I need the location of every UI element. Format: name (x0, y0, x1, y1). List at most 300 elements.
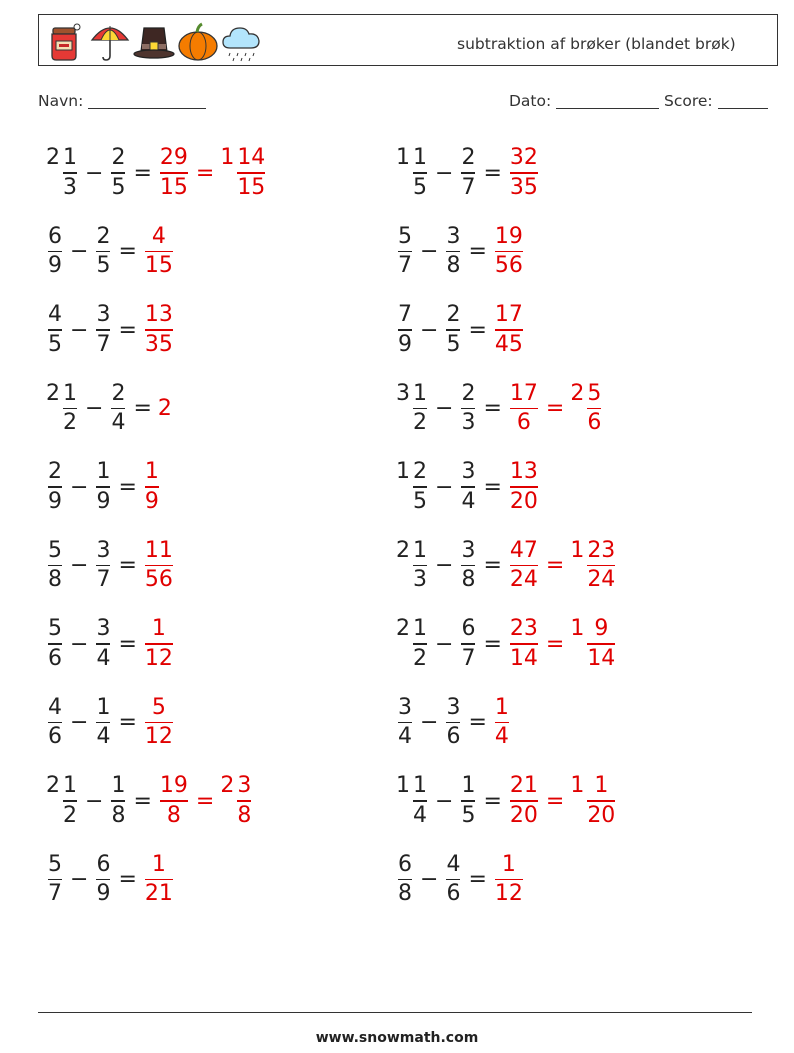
numerator: 17 (494, 302, 523, 328)
denominator: 5 (446, 331, 461, 357)
fraction (587, 381, 601, 437)
denominator: 14 (509, 645, 538, 671)
fraction-bar (413, 172, 427, 174)
denominator: 2 (63, 410, 77, 436)
fraction-bar (145, 486, 159, 488)
numerator: 11 (144, 537, 173, 563)
fraction (48, 302, 62, 358)
answer (143, 459, 161, 515)
fraction (461, 459, 475, 515)
fraction (48, 852, 62, 908)
numerator: 5 (151, 694, 166, 720)
umbrella-icon (88, 18, 132, 64)
subtrahend (94, 852, 112, 908)
numerator: 3 (96, 302, 111, 328)
fraction-bar (398, 329, 412, 331)
fraction-bar (63, 800, 77, 802)
denominator: 4 (398, 724, 412, 750)
date-field[interactable] (509, 92, 659, 110)
numerator: 47 (509, 537, 538, 563)
whole-number: 2 (46, 773, 60, 799)
subtrahend (444, 695, 462, 751)
fraction-bar (413, 800, 427, 802)
fraction (413, 616, 427, 672)
problem-item (46, 611, 175, 677)
numerator: 13 (144, 302, 173, 328)
minus-sign: − (70, 317, 89, 343)
denominator: 9 (96, 488, 111, 514)
fraction-bar (237, 800, 251, 802)
numerator: 1 (501, 851, 516, 877)
fraction-bar (237, 172, 265, 174)
name-field[interactable] (38, 92, 206, 110)
minus-sign: − (420, 867, 439, 892)
fraction (495, 302, 523, 358)
denominator: 2 (413, 645, 427, 671)
minus-sign: − (70, 553, 89, 578)
numerator: 6 (48, 223, 62, 249)
whole-number: 1 (570, 616, 585, 642)
answer (158, 145, 267, 201)
denominator: 4 (461, 488, 476, 514)
fraction (413, 145, 427, 201)
denominator: 5 (413, 174, 427, 200)
fraction-bar (111, 408, 125, 410)
subtrahend (94, 302, 112, 358)
denominator: 8 (446, 253, 461, 279)
subtrahend (459, 145, 477, 201)
answer (508, 538, 617, 594)
equals-sign: = (118, 553, 137, 578)
name-blank[interactable] (88, 92, 206, 109)
fraction-bar (160, 172, 188, 174)
subtrahend (109, 145, 127, 201)
fraction-bar (48, 329, 62, 331)
fraction-bar (145, 722, 173, 724)
fraction-bar (495, 251, 523, 253)
fraction (461, 381, 475, 437)
answer (143, 852, 175, 908)
fraction-bar (461, 800, 475, 802)
fraction (48, 538, 62, 594)
fraction (96, 459, 110, 515)
numerator: 14 (237, 145, 266, 171)
problem-item (396, 376, 603, 442)
numerator: 1 (151, 851, 166, 877)
numerator: 2 (461, 380, 476, 406)
minuend (46, 538, 64, 594)
numerator: 4 (48, 694, 62, 720)
minus-sign: − (70, 239, 89, 264)
numerator: 1 (96, 459, 111, 485)
minuend (46, 773, 79, 829)
whole-number: 1 (570, 537, 585, 563)
numerator: 5 (48, 851, 62, 877)
fraction (111, 145, 125, 201)
answer-fraction (143, 224, 175, 280)
fraction (237, 145, 265, 201)
answer-mixed (570, 538, 617, 594)
numerator: 7 (398, 302, 412, 328)
problem-item (396, 690, 511, 756)
fraction (510, 538, 538, 594)
fraction (461, 145, 475, 201)
whole-number: 2 (396, 616, 410, 642)
fraction (446, 302, 460, 358)
fraction (96, 302, 110, 358)
answer (158, 396, 173, 421)
fraction-bar (587, 408, 601, 410)
equals-sign: = (545, 553, 565, 578)
denominator: 7 (461, 174, 476, 200)
subtrahend (444, 302, 462, 358)
fraction-bar (398, 879, 412, 881)
numerator: 2 (111, 145, 126, 171)
subtrahend (94, 695, 112, 751)
subtrahend (444, 224, 462, 280)
fraction-bar (96, 722, 110, 724)
fraction-bar (446, 879, 460, 881)
denominator: 56 (494, 253, 523, 279)
equals-sign: = (545, 788, 565, 814)
denominator: 5 (413, 488, 427, 514)
fraction (510, 459, 538, 515)
denominator: 6 (516, 410, 531, 436)
denominator: 7 (96, 567, 111, 593)
subtrahend (94, 459, 112, 515)
fraction (160, 773, 188, 829)
whole-number: 2 (396, 537, 410, 563)
fraction (495, 852, 523, 908)
equals-sign: = (133, 788, 152, 814)
fraction (160, 145, 188, 201)
answer-fraction (143, 695, 175, 751)
numerator: 1 (413, 773, 427, 799)
numerator: 13 (509, 459, 538, 485)
fraction (461, 773, 475, 829)
fraction-bar (495, 879, 523, 881)
problem-item (396, 454, 540, 520)
fraction-bar (145, 565, 173, 567)
fraction (237, 773, 251, 829)
denominator: 4 (494, 724, 509, 750)
minuend (396, 852, 414, 908)
denominator: 35 (509, 174, 538, 200)
header-box (38, 14, 778, 66)
equals-sign: = (483, 631, 502, 657)
denominator: 8 (398, 881, 412, 907)
denominator: 4 (96, 645, 111, 671)
denominator: 21 (144, 881, 173, 907)
whole-number: 1 (396, 459, 410, 485)
denominator: 5 (48, 331, 62, 357)
subtrahend (459, 459, 477, 515)
minuend (396, 224, 414, 280)
answer-mixed (220, 145, 267, 201)
minuend (46, 459, 64, 515)
score-blank[interactable] (718, 92, 768, 109)
minuend (396, 616, 429, 672)
answer (493, 852, 525, 908)
header-icons (44, 18, 264, 64)
denominator: 7 (461, 645, 476, 671)
denominator: 7 (96, 331, 111, 357)
fraction-bar (48, 251, 62, 253)
fraction-bar (111, 172, 125, 174)
answer (143, 224, 175, 280)
equals-sign: = (468, 317, 487, 343)
answer-fraction (158, 396, 173, 421)
numerator: 3 (398, 694, 412, 720)
equals-sign: = (483, 553, 502, 578)
subtrahend (94, 616, 112, 672)
numerator: 3 (461, 537, 476, 563)
minus-sign: − (70, 631, 89, 657)
numerator: 6 (96, 851, 111, 877)
answer-fraction (508, 459, 540, 515)
fraction-bar (587, 565, 615, 567)
fraction-bar (160, 800, 188, 802)
denominator: 5 (111, 174, 126, 200)
denominator: 2 (63, 802, 77, 828)
numerator: 29 (159, 145, 188, 171)
fraction (145, 224, 173, 280)
denominator: 45 (494, 331, 523, 357)
numerator: 2 (446, 302, 461, 328)
fraction-bar (96, 486, 110, 488)
fraction-bar (495, 722, 509, 724)
fraction (587, 616, 615, 672)
minus-sign: − (420, 239, 439, 264)
fraction (111, 773, 125, 829)
whole-number: 2 (46, 380, 60, 406)
fraction-bar (63, 408, 77, 410)
numerator: 2 (413, 459, 427, 485)
numerator: 5 (587, 380, 602, 406)
numerator: 1 (413, 145, 427, 171)
fraction-bar (510, 486, 538, 488)
equals-sign: = (483, 474, 502, 500)
whole-number: 2 (46, 145, 60, 171)
problem-item (396, 297, 525, 363)
denominator: 24 (509, 567, 538, 593)
subtrahend (459, 381, 477, 437)
whole-number: 1 (396, 145, 410, 171)
fraction (446, 224, 460, 280)
fraction-bar (145, 329, 173, 331)
equals-sign: = (483, 788, 502, 814)
minus-sign: − (420, 317, 439, 343)
minus-sign: − (435, 788, 454, 814)
fraction-bar (461, 486, 475, 488)
fraction (96, 695, 110, 751)
answer-fraction (143, 616, 175, 672)
jam-jar-icon (44, 18, 88, 64)
numerator: 1 (594, 773, 609, 799)
numerator: 1 (111, 773, 126, 799)
subtrahend (109, 773, 127, 829)
equals-sign: = (545, 396, 565, 421)
fraction (63, 381, 77, 437)
denominator: 6 (446, 724, 461, 750)
answer-mixed (220, 773, 253, 829)
numerator: 3 (237, 773, 252, 799)
numerator: 9 (594, 616, 609, 642)
numerator: 1 (96, 694, 111, 720)
denominator: 14 (587, 645, 616, 671)
fraction (510, 773, 538, 829)
minuend (46, 381, 79, 437)
numerator: 4 (151, 223, 166, 249)
fraction-bar (510, 172, 538, 174)
minuend (396, 695, 414, 751)
answer (508, 381, 603, 437)
denominator: 15 (144, 253, 173, 279)
answer (493, 695, 511, 751)
fraction (111, 381, 125, 437)
fraction-bar (96, 879, 110, 881)
answer (493, 224, 525, 280)
whole-number: 1 (396, 773, 410, 799)
denominator: 56 (144, 567, 173, 593)
denominator: 5 (461, 802, 476, 828)
answer-fraction (508, 616, 540, 672)
fraction (145, 616, 173, 672)
numerator: 1 (151, 616, 166, 642)
equals-sign: = (468, 867, 487, 892)
numerator: 3 (446, 223, 461, 249)
subtrahend (459, 773, 477, 829)
fraction (398, 695, 412, 751)
denominator: 7 (48, 881, 62, 907)
fraction (398, 852, 412, 908)
denominator: 8 (461, 567, 476, 593)
numerator: 6 (461, 616, 476, 642)
fraction-bar (48, 722, 62, 724)
minuend (46, 302, 64, 358)
answer-fraction (508, 773, 540, 829)
denominator: 4 (413, 802, 427, 828)
problem-item (46, 140, 267, 206)
numerator: 23 (587, 537, 616, 563)
worksheet-title: subtraktion af brøker (blandet brøk) (457, 35, 736, 53)
minus-sign: − (85, 396, 104, 421)
denominator: 8 (237, 802, 252, 828)
fraction (96, 852, 110, 908)
date-label: Dato: (509, 92, 552, 110)
denominator: 20 (509, 802, 538, 828)
fraction-bar (48, 879, 62, 881)
fraction-bar (398, 722, 412, 724)
fraction-bar (446, 329, 460, 331)
numerator: 5 (48, 616, 62, 642)
minus-sign: − (420, 710, 439, 735)
numerator: 1 (144, 459, 159, 485)
minus-sign: − (70, 474, 89, 500)
fraction (398, 302, 412, 358)
numerator: 4 (446, 851, 461, 877)
fraction-bar (145, 251, 173, 253)
answer-fraction (508, 145, 540, 201)
answer (143, 538, 175, 594)
score-field[interactable] (664, 92, 768, 110)
denominator: 6 (587, 410, 602, 436)
fraction-bar (510, 643, 538, 645)
problem-item (396, 140, 540, 206)
denominator: 9 (48, 253, 62, 279)
minus-sign: − (435, 396, 454, 421)
minus-sign: − (435, 631, 454, 657)
equals-sign: = (483, 396, 502, 421)
denominator: 7 (398, 253, 412, 279)
fraction (587, 773, 615, 829)
denominator: 12 (494, 881, 523, 907)
numerator: 17 (509, 380, 538, 406)
subtrahend (459, 616, 477, 672)
fraction (461, 538, 475, 594)
answer (493, 302, 525, 358)
fraction (145, 302, 173, 358)
denominator: 24 (587, 567, 616, 593)
answer (508, 616, 617, 672)
answer-fraction (143, 852, 175, 908)
minuend (46, 695, 64, 751)
denominator: 6 (446, 881, 461, 907)
equals-sign: = (118, 474, 137, 500)
fraction (63, 773, 77, 829)
equals-sign: = (118, 317, 137, 343)
fraction (413, 773, 427, 829)
pumpkin-icon (176, 18, 220, 64)
denominator: 8 (166, 802, 181, 828)
numerator: 1 (461, 773, 476, 799)
fraction-bar (145, 643, 173, 645)
denominator: 12 (144, 645, 173, 671)
fraction-bar (96, 565, 110, 567)
fraction (48, 224, 62, 280)
fraction (48, 459, 62, 515)
fraction (446, 852, 460, 908)
problem-item (46, 847, 175, 913)
whole-number: 1 (220, 145, 235, 171)
answer-fraction (143, 538, 175, 594)
answer-mixed (570, 616, 617, 672)
answer-fraction (143, 459, 161, 515)
fraction (461, 616, 475, 672)
minuend (46, 224, 64, 280)
fraction-bar (587, 643, 615, 645)
equals-sign: = (468, 239, 487, 264)
equals-sign: = (133, 160, 152, 186)
date-blank[interactable] (556, 92, 659, 109)
denominator: 15 (237, 174, 266, 200)
denominator: 3 (63, 174, 77, 200)
fraction-bar (111, 800, 125, 802)
denominator: 35 (144, 331, 173, 357)
numerator: 2 (461, 145, 476, 171)
fraction-bar (413, 486, 427, 488)
answer (508, 459, 540, 515)
fraction-bar (461, 643, 475, 645)
equals-sign: = (118, 239, 137, 264)
fraction (413, 538, 427, 594)
fraction-bar (145, 879, 173, 881)
fraction (145, 852, 173, 908)
minus-sign: − (85, 160, 104, 186)
numerator: 1 (63, 773, 77, 799)
fraction (510, 616, 538, 672)
fraction-bar (510, 800, 538, 802)
